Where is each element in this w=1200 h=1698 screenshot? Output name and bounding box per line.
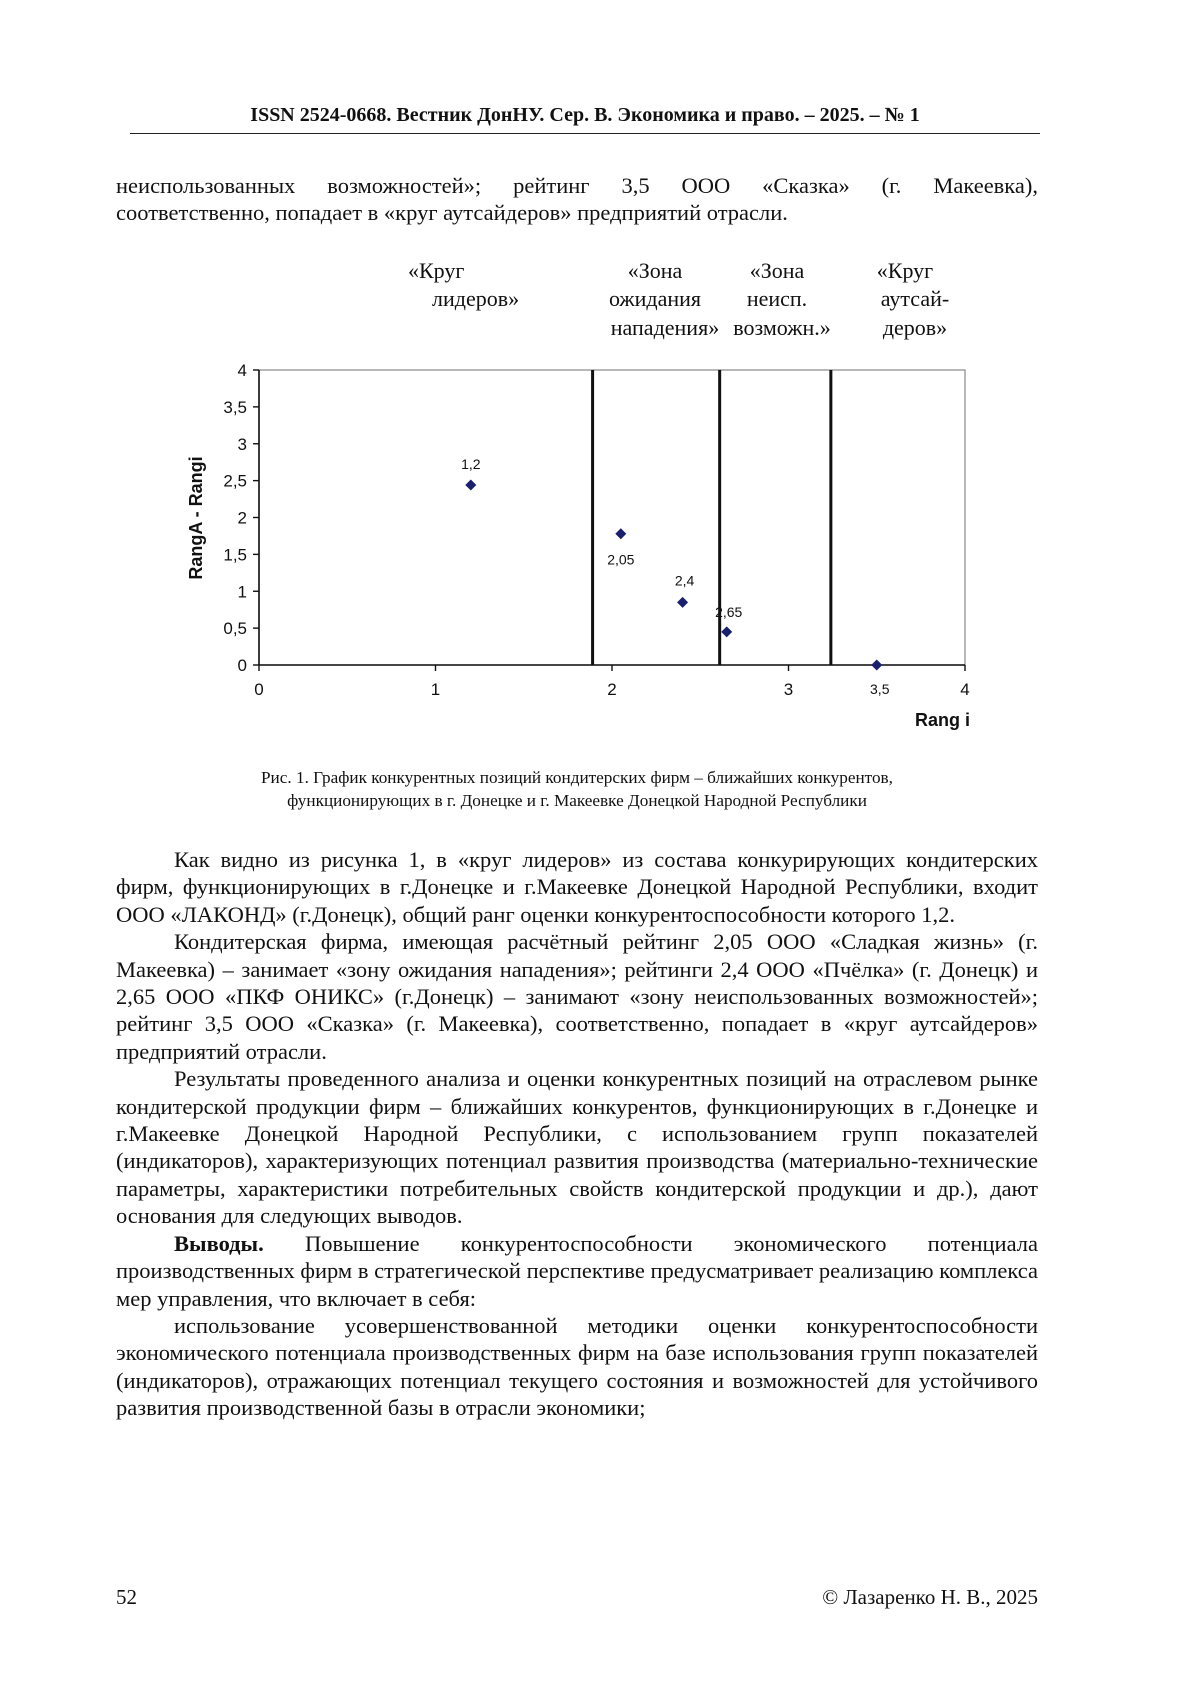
paragraph-3: Результаты проведенного анализа и оценки конкурентных позиций на отраслевом рынке кондитерской продукции фирм – ближайших конкурентов, функционирующих в г.Донецке и г.Макеевке Донецкой Народной Республики, с использованием групп показателей (индикаторов), характеризующих потенциал развития производства (материально-технические параметры, характеристики потребительных свойств кондитерской продукции и др.), дают основания для следующих выводов. [116,1066,1038,1229]
zone-boundaries [593,370,831,665]
page-number: 52 [116,1585,137,1609]
data-point-marker [465,480,476,491]
conclusions-heading: Выводы. [174,1230,264,1256]
y-tick-label: 1,5 [223,545,247,565]
y-axis-label: RangA - Rangi [186,456,206,580]
y-tick-label: 1 [237,582,247,602]
chart-axes [223,361,969,699]
x-tick-label: 2 [607,680,617,699]
y-tick-label: 3 [237,434,247,454]
y-tick-label: 3,5 [223,397,247,417]
x-tick-label: 1 [430,680,441,699]
data-point-label: 3,5 [870,681,890,697]
conclusions-text: Повышение конкурентоспособности экономического потенциала производственных фирм в стратегической перспективе предусматривает реализацию комплекса мер управления, что включает в себя: [116,1230,1038,1311]
caption-line-2: функционирующих в г. Донецке и г. Макеевке Донецкой Народной Республики [287,791,867,810]
zone-label: «Зона [627,258,683,283]
data-point-marker [615,528,626,539]
zone-label: лидеров» [432,286,520,311]
intro-line-2: соответственно, попадает в «круг аутсайдеров» предприятий отрасли. [116,200,788,226]
data-point-marker [677,597,688,608]
y-tick-label: 2 [237,508,247,528]
zone-label: «Круг [876,258,934,283]
zone-label: «Круг [408,258,465,283]
zone-label: «Зона [749,258,805,283]
data-point-label: 2,4 [674,572,695,589]
data-point-label: 2,65 [715,603,743,620]
paragraph-conclusions [116,1230,1038,1312]
zone-label: неисп. [746,286,808,311]
zone-label: нападения» [610,315,720,340]
x-tick-label: 4 [960,680,970,699]
journal-header: ISSN 2524-0668. Вестник ДонНУ. Сер. В. Экономика и право. – 2025. – № 1 [250,104,920,126]
x-tick-label: 3 [783,680,794,699]
y-tick-label: 0 [237,656,247,675]
zone-label: аутсай- [880,286,950,311]
data-point-label: 2,05 [607,551,635,568]
data-point-marker [871,660,882,671]
paragraph-5: использование усовершенствованной методики оценки конкурентоспособности экономического потенциала производственных фирм на базе использования групп показателей (индикаторов), отражающих потенциал текущего состояния и возможностей для устойчивого развития производственной базы в отрасли экономики; [116,1312,1038,1421]
figure-caption [116,766,1038,812]
data-point-label: 1,2 [461,456,481,473]
data-points [461,456,890,697]
zone-label: возможн.» [733,315,831,340]
competitive-position-chart [0,0,1200,760]
paragraph-2: Кондитерская фирма, имеющая расчётный рейтинг 2,05 ООО «Сладкая жизнь» (г. Макеевка) – занимает «зону ожидания нападения»; рейтинги 2,4 ООО «Пчёлка» (г. Донецк) и 2,65 ООО «ПКФ ОНИКС» (г.Донецк) – занимают «зону неиспользованных возможностей»; рейтинг 3,5 ООО «Сказка» (г. Макеевка), соответственно, попадает в «круг аутсайдеров» предприятий отрасли. [116,929,1038,1064]
caption-line-1: Рис. 1. График конкурентных позиций кондитерских фирм – ближайших конкурентов, [261,768,893,787]
zone-labels [408,258,949,340]
body-text [116,846,1038,1422]
copyright: © Лазаренко Н. В., 2025 [822,1585,1038,1609]
y-tick-label: 2,5 [223,471,247,491]
paragraph-1: Как видно из рисунка 1, в «круг лидеров» из состава конкурирующих кондитерских фирм, функционирующих в г.Донецке и г.Макеевке Донецкой Народной Республики, входит ООО «ЛАКОНД» (г.Донецк), общий ранг оценки конкурентоспособности которого 1,2. [116,847,1038,927]
data-point-marker [721,626,732,637]
zone-label: деров» [882,315,948,340]
intro-line-1: неиспользованных возможностей»; рейтинг 3,5 ООО «Сказка» (г. Макеевка), [116,173,1038,198]
zone-label: ожидания [608,286,702,311]
x-axis-label: Rang i [914,710,970,730]
plot-area [259,370,965,665]
y-tick-label: 4 [237,361,247,380]
y-tick-label: 0,5 [223,619,247,639]
x-tick-label: 0 [254,680,264,699]
